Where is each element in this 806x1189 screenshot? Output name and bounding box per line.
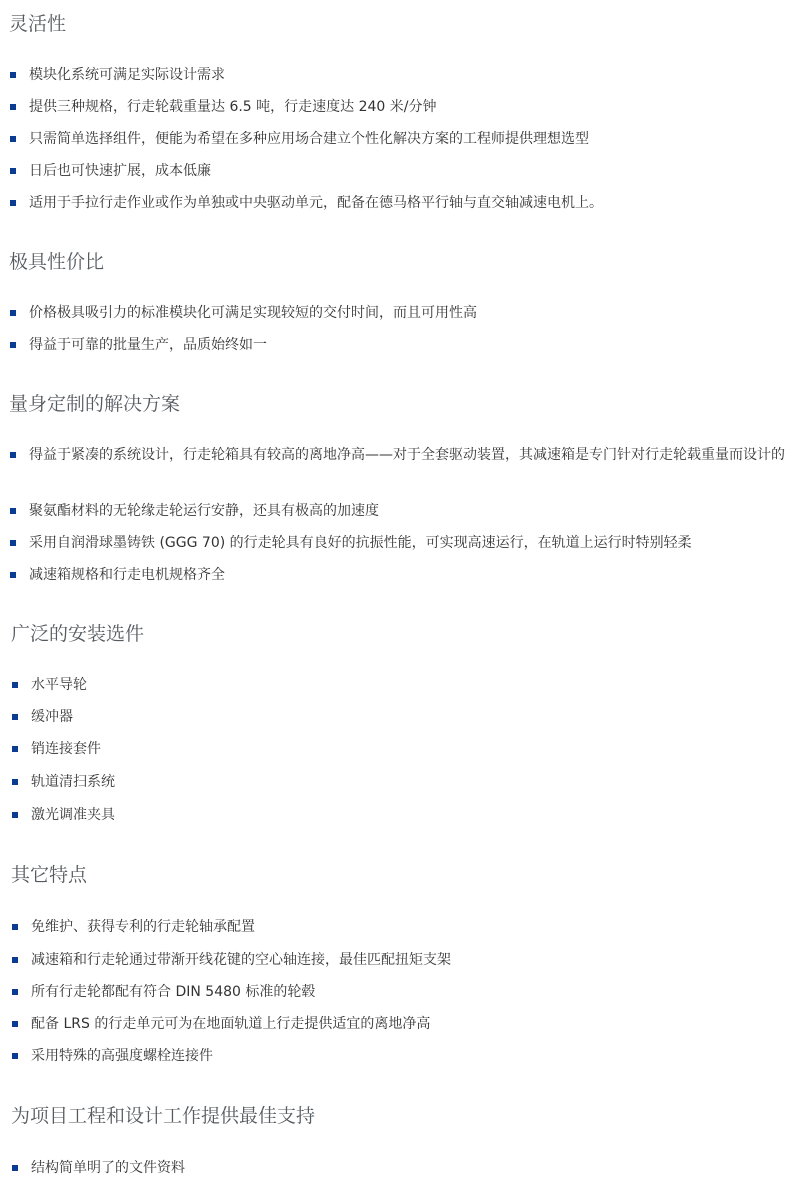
list-item: 免维护、获得专利的行走轮轴承配置 bbox=[31, 916, 801, 938]
list-item: 减速箱规格和行走电机规格齐全 bbox=[29, 564, 799, 586]
bullet-icon bbox=[12, 682, 18, 688]
bullet-icon bbox=[10, 200, 16, 206]
bullet-icon bbox=[10, 508, 16, 514]
list-item: 激光调准夹具 bbox=[31, 804, 801, 826]
list-item: 得益于紧凑的系统设计，行走轮箱具有较高的离地净高——对于全套驱动装置，其减速箱是专门针对行走轮载重量而设计的 bbox=[29, 444, 799, 466]
list-item: 价格极具吸引力的标准模块化可满足实现较短的交付时间，而且可用性高 bbox=[29, 302, 799, 324]
list-item: 模块化系统可满足实际设计需求 bbox=[29, 64, 799, 86]
bullet-icon bbox=[10, 168, 16, 174]
list-item: 只需简单选择组件，便能为希望在多种应用场合建立个性化解决方案的工程师提供理想选型 bbox=[29, 128, 799, 150]
list-item: 聚氨酯材料的无轮缘走轮运行安静，还具有极高的加速度 bbox=[29, 500, 799, 522]
list-item: 采用自润滑球墨铸铁 (GGG 70) 的行走轮具有良好的抗振性能，可实现高速运行，在轨道上运行时特别轻柔 bbox=[29, 532, 799, 554]
bullet-icon bbox=[12, 989, 18, 995]
list-item: 销连接套件 bbox=[31, 738, 801, 760]
list-item: 减速箱和行走轮通过带渐开线花键的空心轴连接，最佳匹配扭矩支架 bbox=[31, 949, 801, 971]
bullet-icon bbox=[12, 812, 18, 818]
list-item: 水平导轮 bbox=[31, 674, 801, 696]
section-title-cost-effective: 极具性价比 bbox=[9, 251, 105, 273]
bullet-icon bbox=[10, 310, 16, 316]
bullet-icon bbox=[10, 136, 16, 142]
bullet-icon bbox=[10, 104, 16, 110]
bullet-icon bbox=[10, 342, 16, 348]
list-item: 采用特殊的高强度螺栓连接件 bbox=[31, 1045, 801, 1067]
section-title-engineering-support: 为项目工程和设计工作提供最佳支持 bbox=[11, 1105, 316, 1127]
bullet-icon bbox=[12, 714, 18, 720]
section-title-other-features: 其它特点 bbox=[11, 864, 88, 886]
bullet-icon bbox=[12, 1165, 18, 1171]
bullet-icon bbox=[12, 1021, 18, 1027]
bullet-icon bbox=[12, 1053, 18, 1059]
list-item: 所有行走轮都配有符合 DIN 5480 标准的轮毂 bbox=[31, 981, 801, 1003]
bullet-icon bbox=[12, 957, 18, 963]
bullet-icon bbox=[12, 746, 18, 752]
list-item: 缓冲器 bbox=[31, 706, 801, 728]
list-item: 得益于可靠的批量生产，品质始终如一 bbox=[29, 334, 799, 356]
bullet-icon bbox=[10, 540, 16, 546]
bullet-icon bbox=[10, 572, 16, 578]
list-item: 提供三种规格，行走轮载重量达 6.5 吨，行走速度达 240 米/分钟 bbox=[29, 96, 799, 118]
bullet-icon bbox=[12, 779, 18, 785]
list-item: 结构简单明了的文件资料 bbox=[31, 1157, 801, 1179]
bullet-icon bbox=[10, 452, 16, 458]
list-item: 适用于手拉行走作业或作为单独或中央驱动单元，配备在德马格平行轴与直交轴减速电机上。 bbox=[29, 192, 799, 214]
list-item: 日后也可快速扩展，成本低廉 bbox=[29, 160, 799, 182]
list-item: 轨道清扫系统 bbox=[31, 771, 801, 793]
bullet-icon bbox=[12, 924, 18, 930]
bullet-icon bbox=[10, 72, 16, 78]
section-title-tailored-solutions: 量身定制的解决方案 bbox=[9, 393, 181, 415]
section-title-installation-options: 广泛的安装选件 bbox=[11, 623, 145, 645]
list-item: 配备 LRS 的行走单元可为在地面轨道上行走提供适宜的离地净高 bbox=[31, 1013, 801, 1035]
section-title-flexibility: 灵活性 bbox=[9, 13, 67, 35]
